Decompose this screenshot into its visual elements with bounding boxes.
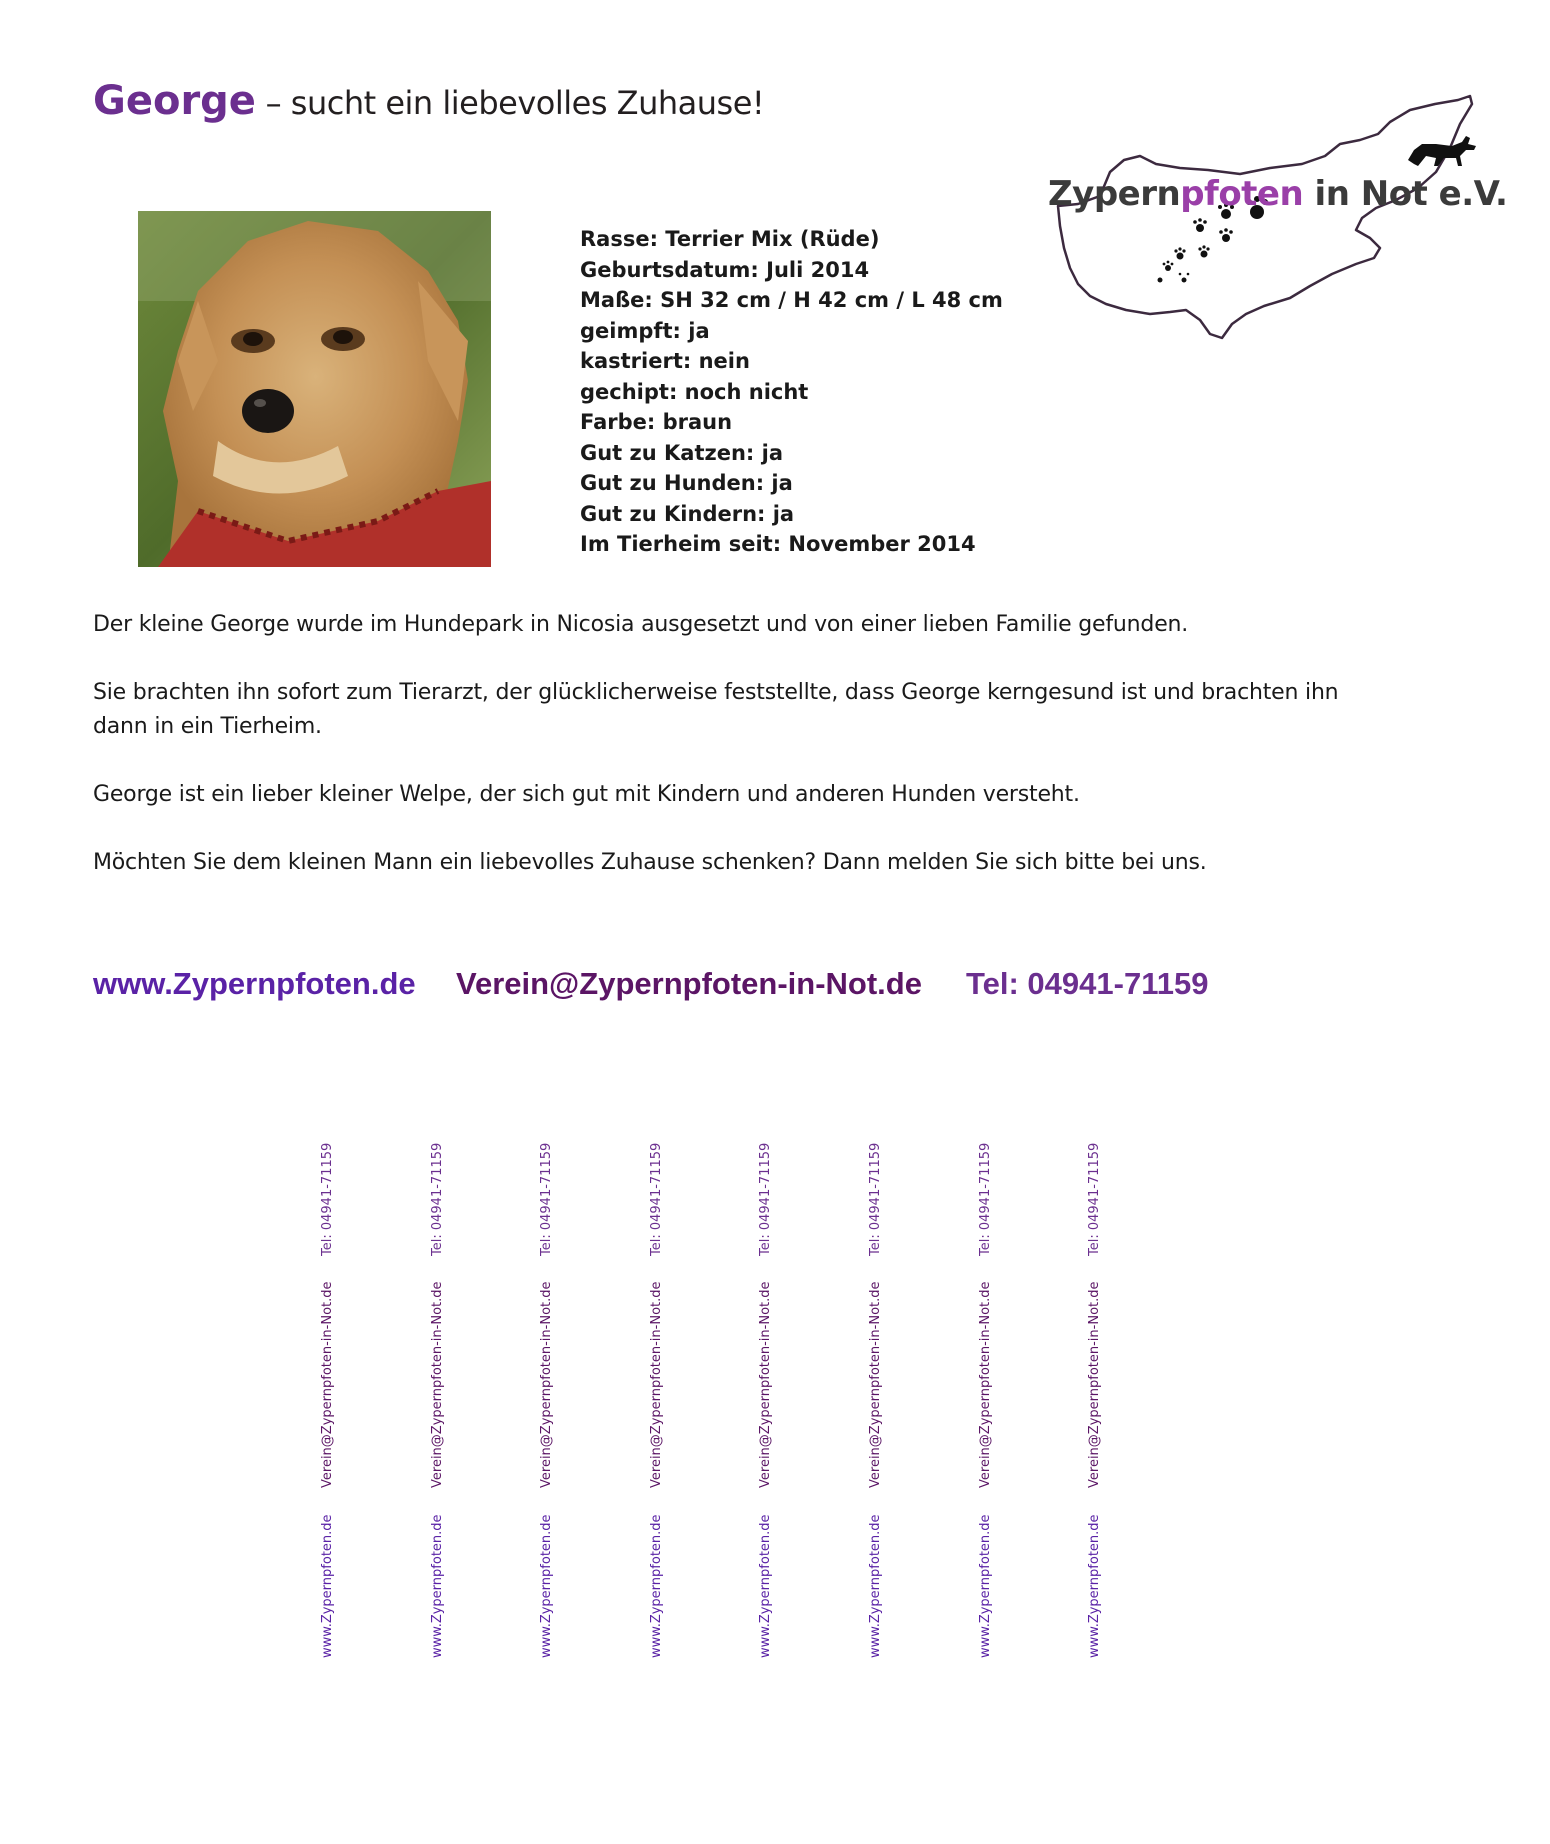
- fact-breed: Rasse: Terrier Mix (Rüde): [580, 227, 880, 251]
- fact-birthdate: Geburtsdatum: Juli 2014: [580, 257, 870, 282]
- fact-shelter-since: Im Tierheim seit: November 2014: [580, 532, 976, 556]
- logo-text-in-not: in Not e.V.: [1303, 174, 1508, 214]
- title-tagline: – sucht ein liebevolles Zuhause!: [255, 84, 765, 122]
- tab-website: www.Zypernpfoten.de: [758, 1514, 773, 1658]
- tab-email: Verein@Zypernpfoten-in-Not.de: [430, 1281, 445, 1488]
- cyprus-map-icon: [1040, 88, 1480, 348]
- tab-phone: Tel: 04941-71159: [649, 1142, 664, 1256]
- tab-website: www.Zypernpfoten.de: [430, 1514, 445, 1658]
- fact-chipped: gechipt: noch nicht: [580, 379, 809, 404]
- email-link[interactable]: Verein@Zypernpfoten-in-Not.de: [456, 966, 922, 1001]
- fact-color: Farbe: braun: [580, 410, 733, 434]
- story-paragraph-3: George ist ein lieber kleiner Welpe, der sich gut mit Kindern und anderen Hunden versteht.: [93, 782, 1080, 807]
- tab-phone: Tel: 04941-71159: [978, 1142, 993, 1256]
- phone-number: Tel: 04941-71159: [966, 966, 1209, 1001]
- story-paragraph-2: Sie brachten ihn sofort zum Tierarzt, der glücklicherweise feststellte, dass George kerngesund ist und brachten ihn dann in ein Tierheim.: [93, 680, 1339, 739]
- tab-email: Verein@Zypernpfoten-in-Not.de: [868, 1281, 883, 1488]
- tab-website: www.Zypernpfoten.de: [1087, 1514, 1102, 1658]
- tab-website: www.Zypernpfoten.de: [978, 1514, 993, 1658]
- fact-neutered: kastriert: nein: [580, 349, 750, 373]
- tab-phone: Tel: 04941-71159: [758, 1142, 773, 1256]
- dog-photo: [138, 211, 491, 567]
- dog-name: George: [93, 78, 256, 124]
- tab-email: Verein@Zypernpfoten-in-Not.de: [649, 1281, 664, 1488]
- fact-good-with-kids: Gut zu Kindern: ja: [580, 501, 795, 526]
- fact-vaccinated: geimpft: ja: [580, 318, 710, 343]
- tab-phone: Tel: 04941-71159: [868, 1142, 883, 1256]
- dog-facts-list: [580, 224, 1003, 560]
- logo-text-zypern: Zypern: [1048, 174, 1181, 214]
- tab-website: www.Zypernpfoten.de: [649, 1514, 664, 1658]
- story-paragraph-4: Möchten Sie dem kleinen Mann ein liebevolles Zuhause schenken? Dann melden Sie sich bitte bei uns.: [93, 850, 1207, 875]
- tab-website: www.Zypernpfoten.de: [539, 1514, 554, 1658]
- organization-logo: [1040, 88, 1508, 348]
- tab-email: Verein@Zypernpfoten-in-Not.de: [1087, 1281, 1102, 1488]
- story-paragraph-1: Der kleine George wurde im Hundepark in Nicosia ausgesetzt und von einer lieben Familie gefunden.: [93, 612, 1189, 637]
- fact-good-with-cats: Gut zu Katzen: ja: [580, 440, 783, 465]
- tab-phone: Tel: 04941-71159: [1087, 1142, 1102, 1256]
- tab-email: Verein@Zypernpfoten-in-Not.de: [978, 1281, 993, 1488]
- tab-phone: Tel: 04941-71159: [539, 1142, 554, 1256]
- logo-text-pfoten: pfoten: [1180, 174, 1304, 214]
- fact-good-with-dogs: Gut zu Hunden: ja: [580, 471, 793, 495]
- fact-measurements: Maße: SH 32 cm / H 42 cm / L 48 cm: [580, 288, 1003, 312]
- tab-email: Verein@Zypernpfoten-in-Not.de: [320, 1281, 335, 1488]
- tab-website: www.Zypernpfoten.de: [868, 1514, 883, 1658]
- website-link[interactable]: www.Zypernpfoten.de: [93, 966, 416, 1001]
- tab-phone: Tel: 04941-71159: [320, 1142, 335, 1256]
- tab-phone: Tel: 04941-71159: [430, 1142, 445, 1256]
- tab-website: www.Zypernpfoten.de: [320, 1514, 335, 1658]
- page-title: [93, 78, 764, 124]
- tab-email: Verein@Zypernpfoten-in-Not.de: [539, 1281, 554, 1488]
- logo-wordmark: [1048, 174, 1507, 214]
- tab-email: Verein@Zypernpfoten-in-Not.de: [758, 1281, 773, 1488]
